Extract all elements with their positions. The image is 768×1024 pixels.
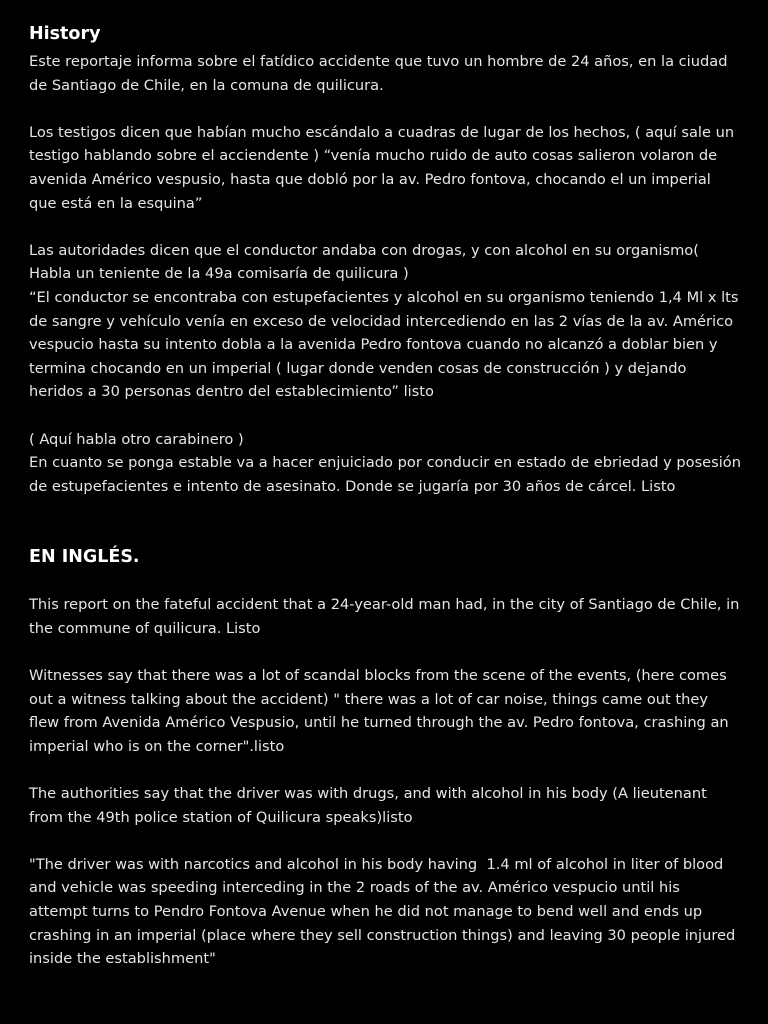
blank-line <box>29 569 742 593</box>
paragraph-en-3: The authorities say that the driver was with drugs, and with alcohol in his body (A lieutenant from the 49th police station of Quilicura speaks)listo <box>29 785 712 826</box>
blank-line <box>29 829 742 853</box>
paragraph-en-1: This report on the fateful accident that a 24-year-old man had, in the city of Santiago de Chile, in the commune of quilicura. Listo <box>29 596 745 637</box>
paragraph-es-2: Los testigos dicen que habían mucho escándalo a cuadras de lugar de los hechos, ( aquí sale un testigo hablando sobre el acciendente ) “venía mucho ruido de auto cosas salieron volaron de avenida Américo vespusio, hasta que dobló por la av. Pedro fontova, chocando el un imperial que está en la esquina” <box>29 123 739 212</box>
paragraph-es-4b: En cuanto se ponga estable va a hacer enjuiciado por conducir en estado de ebriedad y posesión de estupefacientes e intento de asesinato. Donde se jugaría por 30 años de cárcel. Listo <box>29 454 746 495</box>
blank-line <box>29 498 742 545</box>
note-title: History <box>29 24 101 44</box>
paragraph-en-2: Witnesses say that there was a lot of scandal blocks from the scene of the events, (here comes out a witness talking about the accident) " there was a lot of car noise, things came out they flew from Avenida Américo Vespusio, until he turned through the av. Pedro fontova, crashing an imperial who is on the corner".listo <box>29 667 734 755</box>
paragraph-es-1: Este reportaje informa sobre el fatídico accidente que tuvo un hombre de 24 años, en la ciudad de Santiago de Chile, en la comuna de quilicura. <box>29 53 733 94</box>
paragraph-es-4a: ( Aquí habla otro carabinero ) <box>29 430 244 448</box>
blank-line <box>29 758 742 782</box>
blank-line <box>29 404 742 428</box>
blank-line <box>29 97 742 121</box>
paragraph-es-3a: Las autoridades dicen que el conductor andaba con drogas, y con alcohol en su organismo( Habla un teniente de la 49a comisaría de quilicura ) <box>29 241 704 283</box>
paragraph-en-4: "The driver was with narcotics and alcohol in his body having 1.4 ml of alcohol in liter of blood and vehicle was speeding interceding in the 2 roads of the av. Américo vespucio until his attempt turns to Pendro Fontova Avenue when he did not manage to bend well and ends up crashing in an imperial (place where they sell construction things) and leaving 30 people injured inside the establishment" <box>29 855 740 968</box>
blank-line <box>29 215 742 239</box>
blank-line <box>29 640 742 664</box>
paragraph-es-3b: “El conductor se encontraba con estupefacientes y alcohol en su organismo teniendo 1,4 Ml x lts de sangre y vehículo venía en exceso de velocidad intercediendo en las 2 vías de la av. Américo vespucio hasta su intento dobla a la avenida Pedro fontova cuando no alcanzó a doblar bien y termina chocando en un imperial ( lugar donde venden cosas de construcción ) y dejando heridos a 30 personas dentro del establecimiento” listo <box>29 288 744 401</box>
english-heading: EN INGLÉS. <box>29 547 140 568</box>
